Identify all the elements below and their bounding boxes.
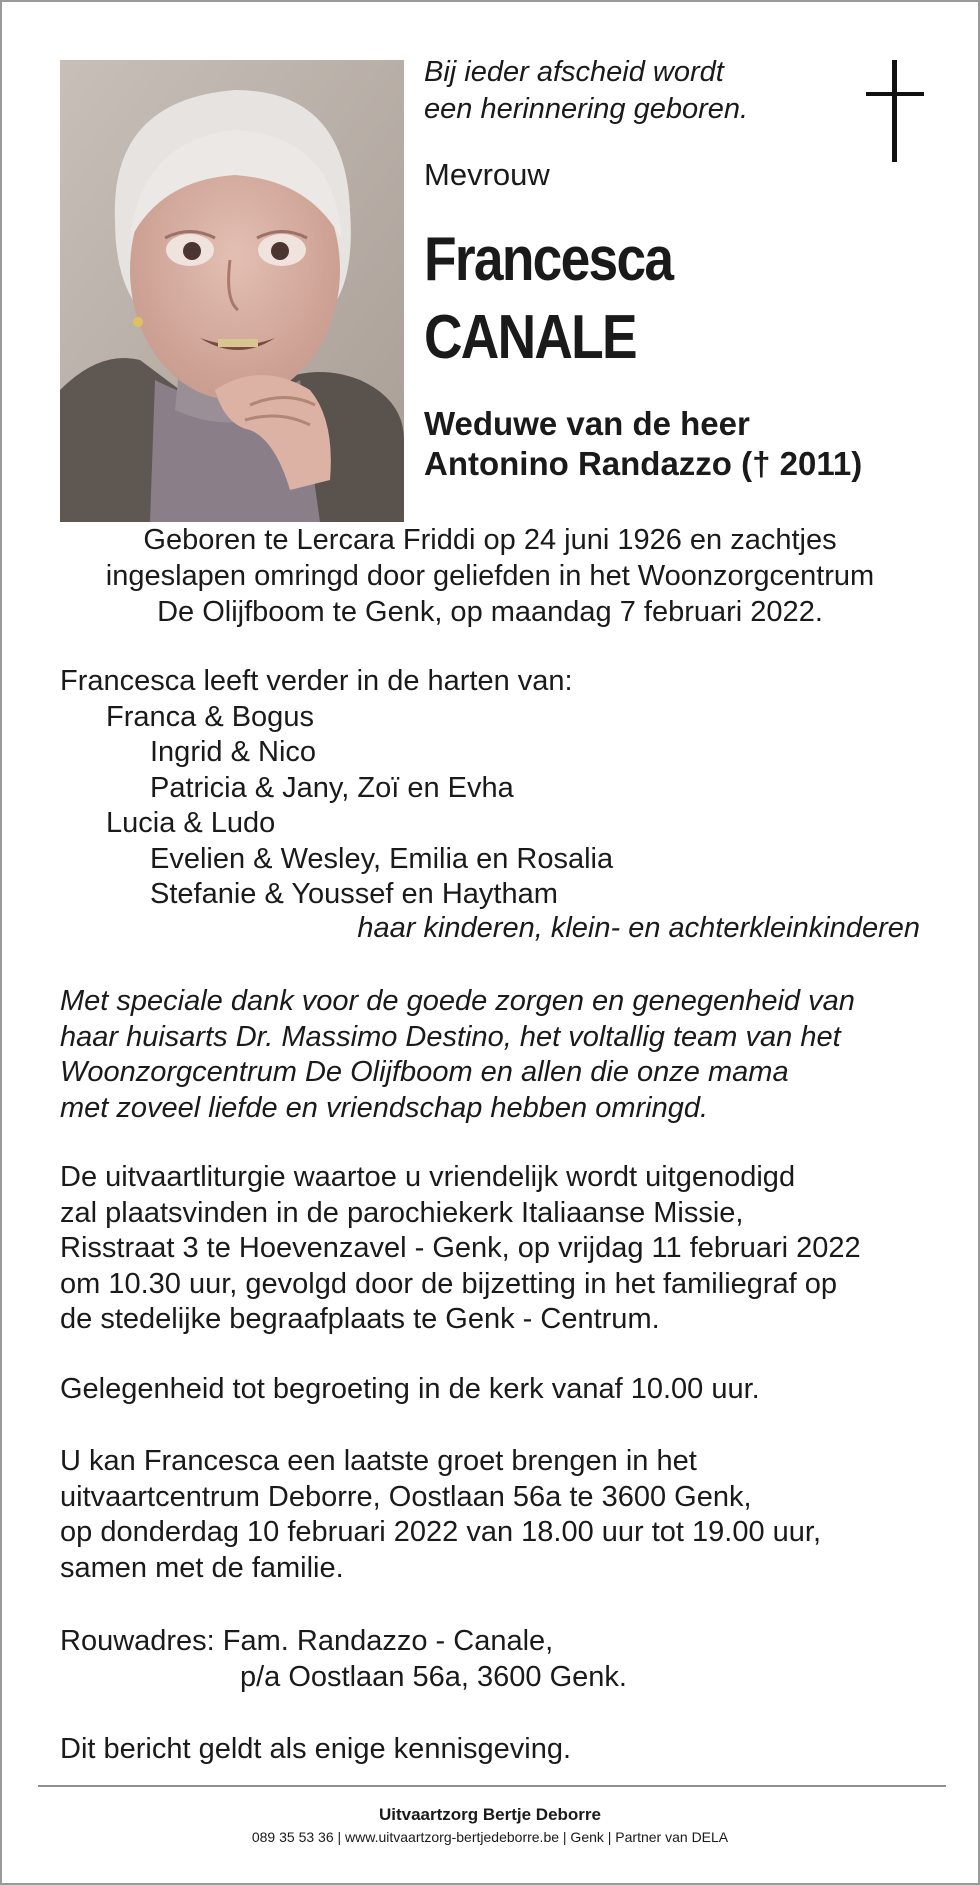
notice-line: Dit bericht geldt als enige kennisgeving.	[60, 1733, 572, 1765]
family-member: Patricia & Jany, Zoï en Evha	[150, 771, 514, 804]
widow-line	[424, 404, 862, 484]
farewell-paragraph	[60, 1444, 821, 1586]
birth-line: ingeslapen omringd door geliefden in het Woonzorgcentrum	[105, 560, 875, 592]
farewell-line: U kan Francesca een laatste groet brengen in het	[60, 1445, 697, 1477]
address-line: Rouwadres: Fam. Randazzo - Canale,	[60, 1625, 554, 1657]
last-name: CANALE	[424, 303, 636, 372]
family-member: Franca & Bogus	[106, 700, 314, 733]
farewell-line: op donderdag 10 februari 2022 van 18.00 uur tot 19.00 uur,	[60, 1516, 822, 1548]
birth-and-death-details	[42, 522, 938, 630]
family-caption: haar kinderen, klein- en achterkleinkinderen	[357, 912, 920, 944]
farewell-line: samen met de familie.	[60, 1551, 344, 1584]
thanks-line: Woonzorgcentrum De Olijfboom en allen die onze mama	[60, 1056, 789, 1088]
funeral-line: De uitvaartliturgie waartoe u vriendelijk wordt uitgenodigd	[60, 1161, 796, 1193]
family-member: Evelien & Wesley, Emilia en Rosalia	[150, 842, 614, 875]
thanks-paragraph	[60, 984, 855, 1126]
family-member: Ingrid & Nico	[150, 736, 317, 768]
funeral-line: Risstraat 3 te Hoevenzavel - Genk, op vrijdag 11 februari 2022	[60, 1232, 861, 1264]
funeral-home-contact: 089 35 53 36 | www.uitvaartzorg-bertjedeborre.be | Genk | Partner van DELA	[251, 1829, 729, 1845]
first-name: Francesca	[424, 225, 673, 294]
widow-text: Weduwe van de heer	[424, 405, 750, 442]
thanks-line: met zoveel liefde en vriendschap hebben omringd.	[60, 1091, 709, 1124]
thanks-line: haar huisarts Dr. Massimo Destino, het voltallig team van het	[60, 1020, 841, 1053]
address-line: p/a Oostlaan 56a, 3600 Genk.	[240, 1660, 627, 1693]
greeting-line: Gelegenheid tot begroeting in de kerk vanaf 10.00 uur.	[60, 1373, 760, 1405]
salutation: Mevrouw	[424, 157, 550, 192]
birth-line: Geboren te Lercara Friddi op 24 juni 1926 en zachtjes	[143, 524, 837, 556]
family-member: Stefanie & Youssef en Haytham	[150, 878, 558, 910]
family-member: Lucia & Ludo	[106, 807, 276, 839]
funeral-line: om 10.30 uur, gevolgd door de bijzetting in het familiegraf op	[60, 1267, 838, 1300]
quote-line: Bij ieder afscheid wordt	[424, 56, 724, 88]
mourning-address	[60, 1624, 627, 1695]
widow-text: Antonino Randazzo († 2011)	[424, 445, 863, 482]
family-intro: Francesca leeft verder in de harten van:	[60, 665, 573, 697]
portrait-photo	[60, 60, 404, 522]
family-list	[60, 664, 613, 913]
funeral-paragraph	[60, 1160, 861, 1338]
thanks-line: Met speciale dank voor de goede zorgen en genegenheid van	[60, 985, 855, 1017]
footer-divider	[38, 1785, 946, 1787]
farewell-line: uitvaartcentrum Deborre, Oostlaan 56a te 3600 Genk,	[60, 1480, 752, 1513]
birth-line: De Olijfboom te Genk, op maandag 7 februari 2022.	[157, 596, 823, 628]
funeral-line: zal plaatsvinden in de parochiekerk Italiaanse Missie,	[60, 1196, 744, 1229]
memorial-quote	[424, 54, 824, 128]
cross-icon	[866, 60, 924, 162]
funeral-home-name: Uitvaartzorg Bertje Deborre	[378, 1805, 601, 1824]
quote-line: een herinnering geboren.	[424, 93, 749, 125]
funeral-line: de stedelijke begraafplaats te Genk - Centrum.	[60, 1303, 660, 1335]
